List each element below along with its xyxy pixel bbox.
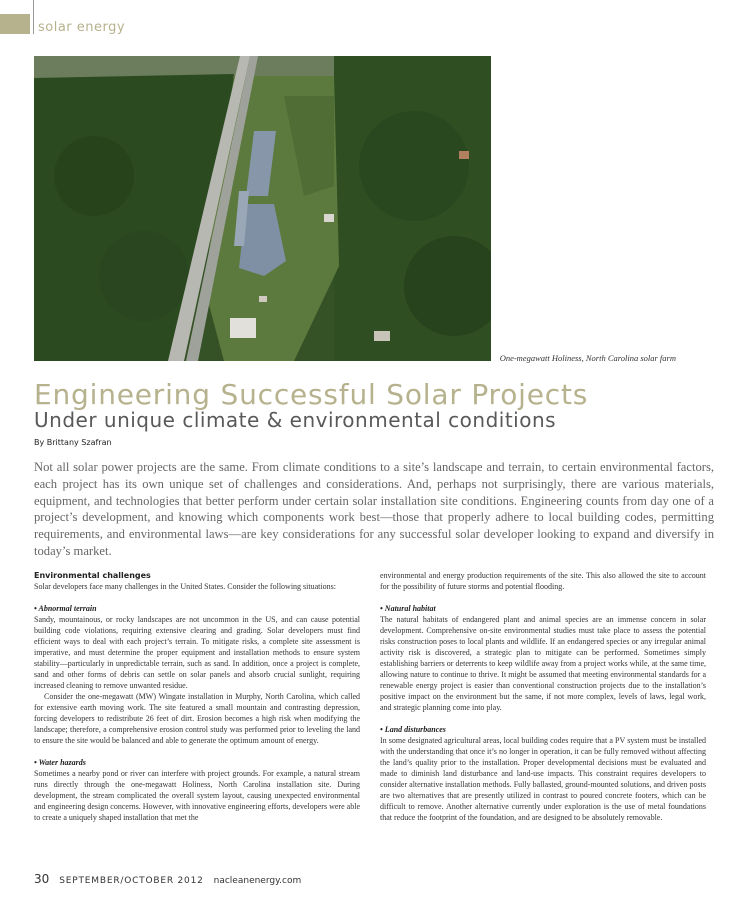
section-tab: [0, 14, 30, 34]
left-column: [34, 570, 360, 823]
natural-habitat-paragraph: The natural habitats of endangered plant and animal species are an immense concern in solar development. Comprehensive on-site environmental studies must take place to assess the potential risks construction poses to local plants and wildlife. If an endangered species or any irregular animal activity risk is discovered, a strategic plan to mitigate can be performed. Sometimes simply establishing barriers or deterrents to keep wildlife away from a project works while, at the same time, allowing nature to continue to thrive. It might be assumed that meeting environmental standards for a renewable energy project is easier than conventional construction projects due to the installation’s positive impact on the environment but the same, if not more complex, levels of laws, legal work, and strategic planning come into play.: [380, 615, 706, 712]
env-intro: Solar developers face many challenges in the United States. Consider the following situations:: [34, 582, 336, 591]
site-link[interactable]: nacleanenergy.com: [213, 876, 302, 886]
land-disturbances-paragraph: In some designated agricultural areas, local building codes require that a PV system must be installed with the understanding that once it’s no longer in operation, it can be fully removed without affecting the land’s quality prior to the installation. Proper developmental decisions must be evaluated and made to diminish land disturbance and land-use impacts. This constraint requires developers to consider alternative installation methods. Fully ballasted, ground-mounted solutions, and driven posts are two alternatives that are presently utilized in contrast to poured concrete footers, which can be difficult to remove. Another alternative currently under exploration is the use of metal foundations that reduce the footprint of the foundation, and are designed to be absolutely removable.: [380, 736, 706, 822]
article-subtitle: Under unique climate & environmental conditions: [34, 408, 557, 432]
photo-caption: One-megawatt Holiness, North Carolina solar farm: [499, 353, 676, 363]
abnormal-terrain-paragraph-1: Sandy, mountainous, or rocky landscapes are not uncommon in the US, and can cause potential building code violations, requiring extensive clearing and grading. Solar developers must find efficient ways to deal with each project’s terrain. To mitigate risks, a complete site assessment is imperative, and must determine the proper equipment and installation methods to ensure system stability—particularly in unpredictable terrain, such as sand. In addition, once a project is complete, sand and other forms of debris can settle on solar panels and absorb crucial sunlight, requiring increased cleaning to remove unwanted residue.: [34, 615, 360, 690]
right-column: [380, 570, 706, 823]
lede-paragraph: Not all solar power projects are the same. From climate conditions to a site’s landscape and terrain, to certain environmental factors, each project has its own unique set of challenges and considerations. And, perhaps not surprisingly, there are various materials, equipment, and technologies that better perform under certain solar installation site conditions. Engineering counts from day one of a project’s development, and knowing which components work best—those that properly adhere to local building codes, permitting requirements, and environmental laws—are key considerations for any successful solar developer looking to expand and diversify in today’s market.: [34, 460, 714, 558]
water-hazards-heading: • Water hazards: [34, 758, 86, 767]
section-label: solar energy: [38, 20, 126, 35]
water-hazards-continued: environmental and energy production requirements of the site. This also allowed the site to account for the possibility of future storms and potential flooding.: [380, 571, 706, 591]
land-disturbances-heading: • Land disturbances: [380, 725, 446, 734]
water-hazards-paragraph: Sometimes a nearby pond or river can interfere with project grounds. For example, a natural stream runs directly through the one-megawatt Holiness, North Carolina installation site. During development, the stream complicated the overall system layout, causing unexpected environmental and engineering design concerns. However, with innovative engineering efforts, developers were able to create a uniquely shaped installation that met the: [34, 769, 360, 822]
page-footer: [34, 872, 301, 886]
natural-habitat-heading: • Natural habitat: [380, 604, 436, 613]
issue-date: SEPTEMBER/OCTOBER 2012: [59, 876, 204, 886]
aerial-photo: [34, 56, 491, 361]
abnormal-terrain-paragraph-2: Consider the one-megawatt (MW) Wingate installation in Murphy, North Carolina, which called for extensive earth moving work. The site featured a small mountain and contrasting depression, forcing developers to redistribute 26 feet of dirt. Erosion becomes a high risk when modifying the landscape; therefore, a comprehensive erosion control study was performed prior to leveling the land to ensure the site would be balanced and able to generate the optimum amount of energy.: [34, 692, 360, 745]
article-title: Engineering Successful Solar Projects: [34, 378, 589, 411]
byline: By Brittany Szafran: [34, 438, 112, 447]
page-number: 30: [34, 872, 50, 886]
section-rule: [33, 0, 34, 34]
env-heading: Environmental challenges: [34, 571, 151, 580]
abnormal-terrain-heading: • Abnormal terrain: [34, 604, 97, 613]
